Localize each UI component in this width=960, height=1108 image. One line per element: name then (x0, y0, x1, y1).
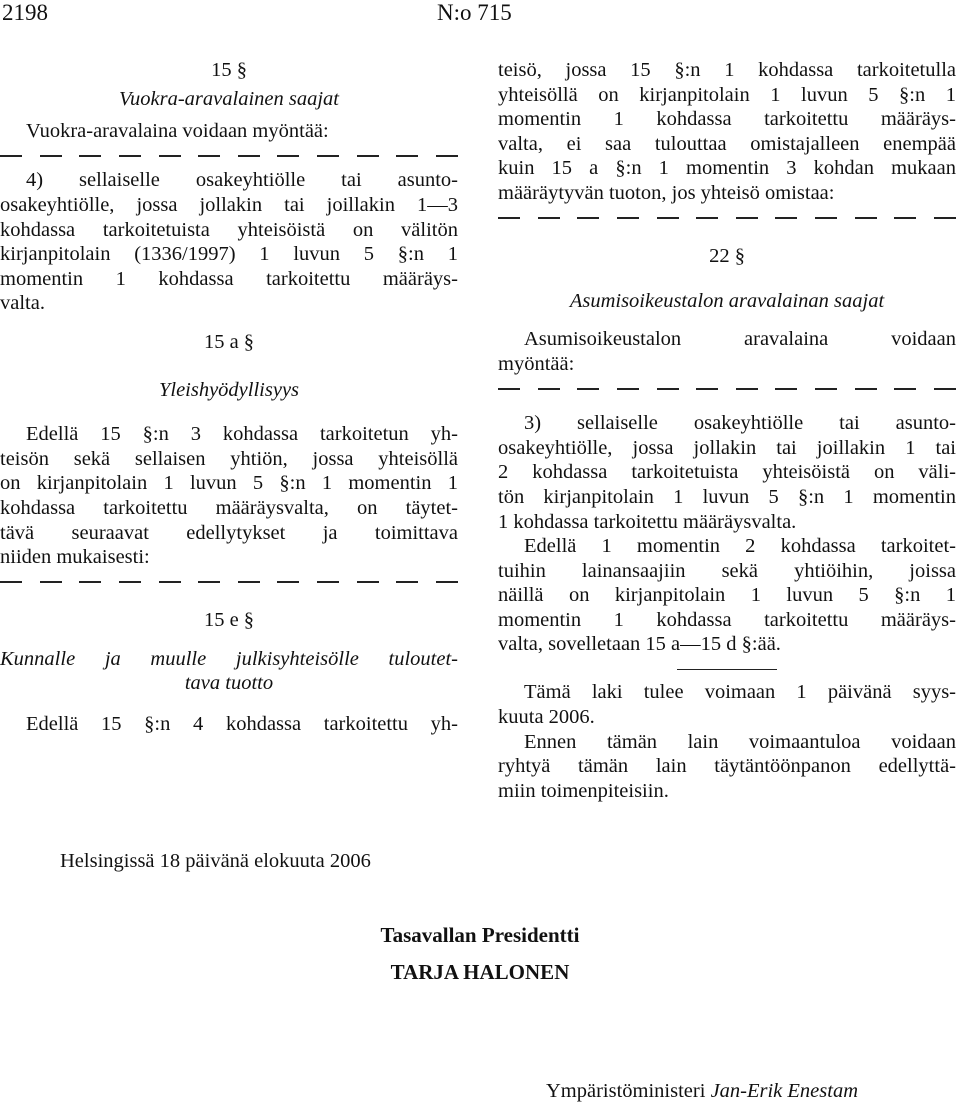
omission-dashes (498, 377, 956, 402)
section-15-intro: Vuokra-aravalaina voidaan myöntää: (26, 120, 329, 143)
section-15a-text-line: Edellä 15 §:n 3 kohdassa tarkoitetun yh- (26, 423, 458, 446)
issue-number: N:o 715 (437, 0, 512, 25)
page-number: 2198 (2, 0, 48, 25)
president-name: TARJA HALONEN (390, 960, 570, 984)
section-15e-title-line: tava tuotto (184, 672, 274, 695)
omission-dashes (498, 206, 956, 231)
section-22-item-3-line: osakeyhtiölle, jossa jollakin tai joillakin 1 tai (498, 436, 956, 459)
section-22-intro-line: Asumisoikeustalon aravalaina voidaan (524, 328, 956, 351)
continued-text-line: valta, ei saa tulouttaa omistajalleen enempää (498, 132, 956, 155)
section-22-paragraph-line: näillä on kirjanpitolain 1 luvun 5 §:n 1 (498, 584, 956, 607)
section-15e-text-line: Edellä 15 §:n 4 kohdassa tarkoitettu yh- (26, 713, 458, 736)
section-15e-number: 15 e § (203, 609, 255, 632)
place-and-date: Helsingissä 18 päivänä elokuuta 2006 (60, 850, 371, 872)
president-title: Tasavallan Presidentti (380, 923, 580, 947)
left-column (0, 58, 458, 737)
omission-dashes (0, 570, 458, 595)
section-22-title: Asumisoikeustalon aravalainan saajat (569, 289, 885, 312)
entry-into-force-line: kuuta 2006. (498, 706, 595, 729)
section-15-item-4-line: kohdassa tarkoitetuista yhteisöistä on välitön (0, 218, 458, 241)
section-15a-text-line: on kirjanpitolain 1 luvun 5 §:n 1 momentin 1 (0, 472, 458, 495)
minister-title: Ympäristöministeri (546, 1080, 706, 1102)
section-15a-text-line: niiden mukaisesti: (0, 546, 150, 569)
section-15-title: Vuokra-aravalainen saajat (119, 87, 339, 110)
section-22-paragraph-line: momentin 1 kohdassa tarkoitettu määräys- (498, 608, 956, 631)
continued-text-line: määräytyvän tuoton, jos yhteisö omistaa: (498, 181, 835, 204)
section-15-item-4-line: valta. (0, 292, 45, 315)
implementation-measures-line: ryhtyä tämän lain täytäntöönpanon edellyttä- (498, 755, 956, 778)
section-22-paragraph-line: tuihin lainansaajiin sekä yhtiöihin, joissa (498, 559, 956, 582)
section-22-item-3-line: tön kirjanpitolain 1 luvun 5 §:n 1 momentin (498, 485, 956, 508)
section-22-item-3-line: 2 kohdassa tarkoitetuista yhteisöistä on väli- (498, 461, 956, 484)
section-15-item-4-line: osakeyhtiölle, jossa jollakin tai joillakin 1—3 (0, 193, 458, 216)
implementation-measures-line: Ennen tämän lain voimaantuloa voidaan (524, 730, 956, 753)
section-22-number: 22 § (709, 245, 745, 268)
separator-rule (677, 669, 777, 670)
section-15-item-4-line: momentin 1 kohdassa tarkoitettu määräys- (0, 267, 458, 290)
minister-name: Jan-Erik Enestam (710, 1080, 859, 1102)
section-22-intro-line: myöntää: (498, 352, 575, 375)
section-15-number: 15 § (211, 59, 247, 81)
section-15a-text-line: teisön sekä sellaisen yhtiön, jossa yhteisöllä (0, 447, 458, 470)
section-22-paragraph-line: Edellä 1 momentin 2 kohdassa tarkoitet- (524, 535, 956, 558)
section-15a-text-line: tävä seuraavat edellytykset ja toimittava (0, 521, 458, 544)
continued-text-line: kuin 15 a §:n 1 momentin 3 kohdan mukaan (498, 157, 956, 180)
section-22-item-3-line: 1 kohdassa tarkoitettu määräysvalta. (498, 510, 797, 533)
minister-signature (546, 1078, 858, 1104)
section-15a-title: Yleishyödyllisyys (158, 378, 300, 401)
omission-dashes (0, 144, 458, 169)
section-22-paragraph-line: valta, sovelletaan 15 a—15 d §:ää. (498, 633, 781, 656)
section-22-item-3-line: 3) sellaiselle osakeyhtiölle tai asunto- (524, 412, 956, 435)
section-15e-title-line: Kunnalle ja muulle julkisyhteisölle tuloutet- (0, 647, 458, 670)
implementation-measures-line: miin toimenpiteisiin. (498, 779, 669, 802)
right-column (498, 58, 956, 803)
continued-text-line: teisö, jossa 15 §:n 1 kohdassa tarkoitetulla (498, 59, 956, 81)
section-15a-number: 15 a § (203, 330, 255, 353)
continued-text-line: yhteisöllä on kirjanpitolain 1 luvun 5 §:n 1 (498, 83, 956, 106)
entry-into-force-line: Tämä laki tulee voimaan 1 päivänä syys- (524, 681, 956, 704)
continued-text-line: momentin 1 kohdassa tarkoitettu määräys- (498, 108, 956, 131)
section-15-item-4-line: kirjanpitolain (1336/1997) 1 luvun 5 §:n 1 (0, 243, 458, 266)
section-15a-text-line: kohdassa tarkoitettu määräysvalta, on täytet- (0, 496, 458, 519)
section-15-item-4-line: 4) sellaiselle osakeyhtiölle tai asunto- (26, 169, 458, 192)
